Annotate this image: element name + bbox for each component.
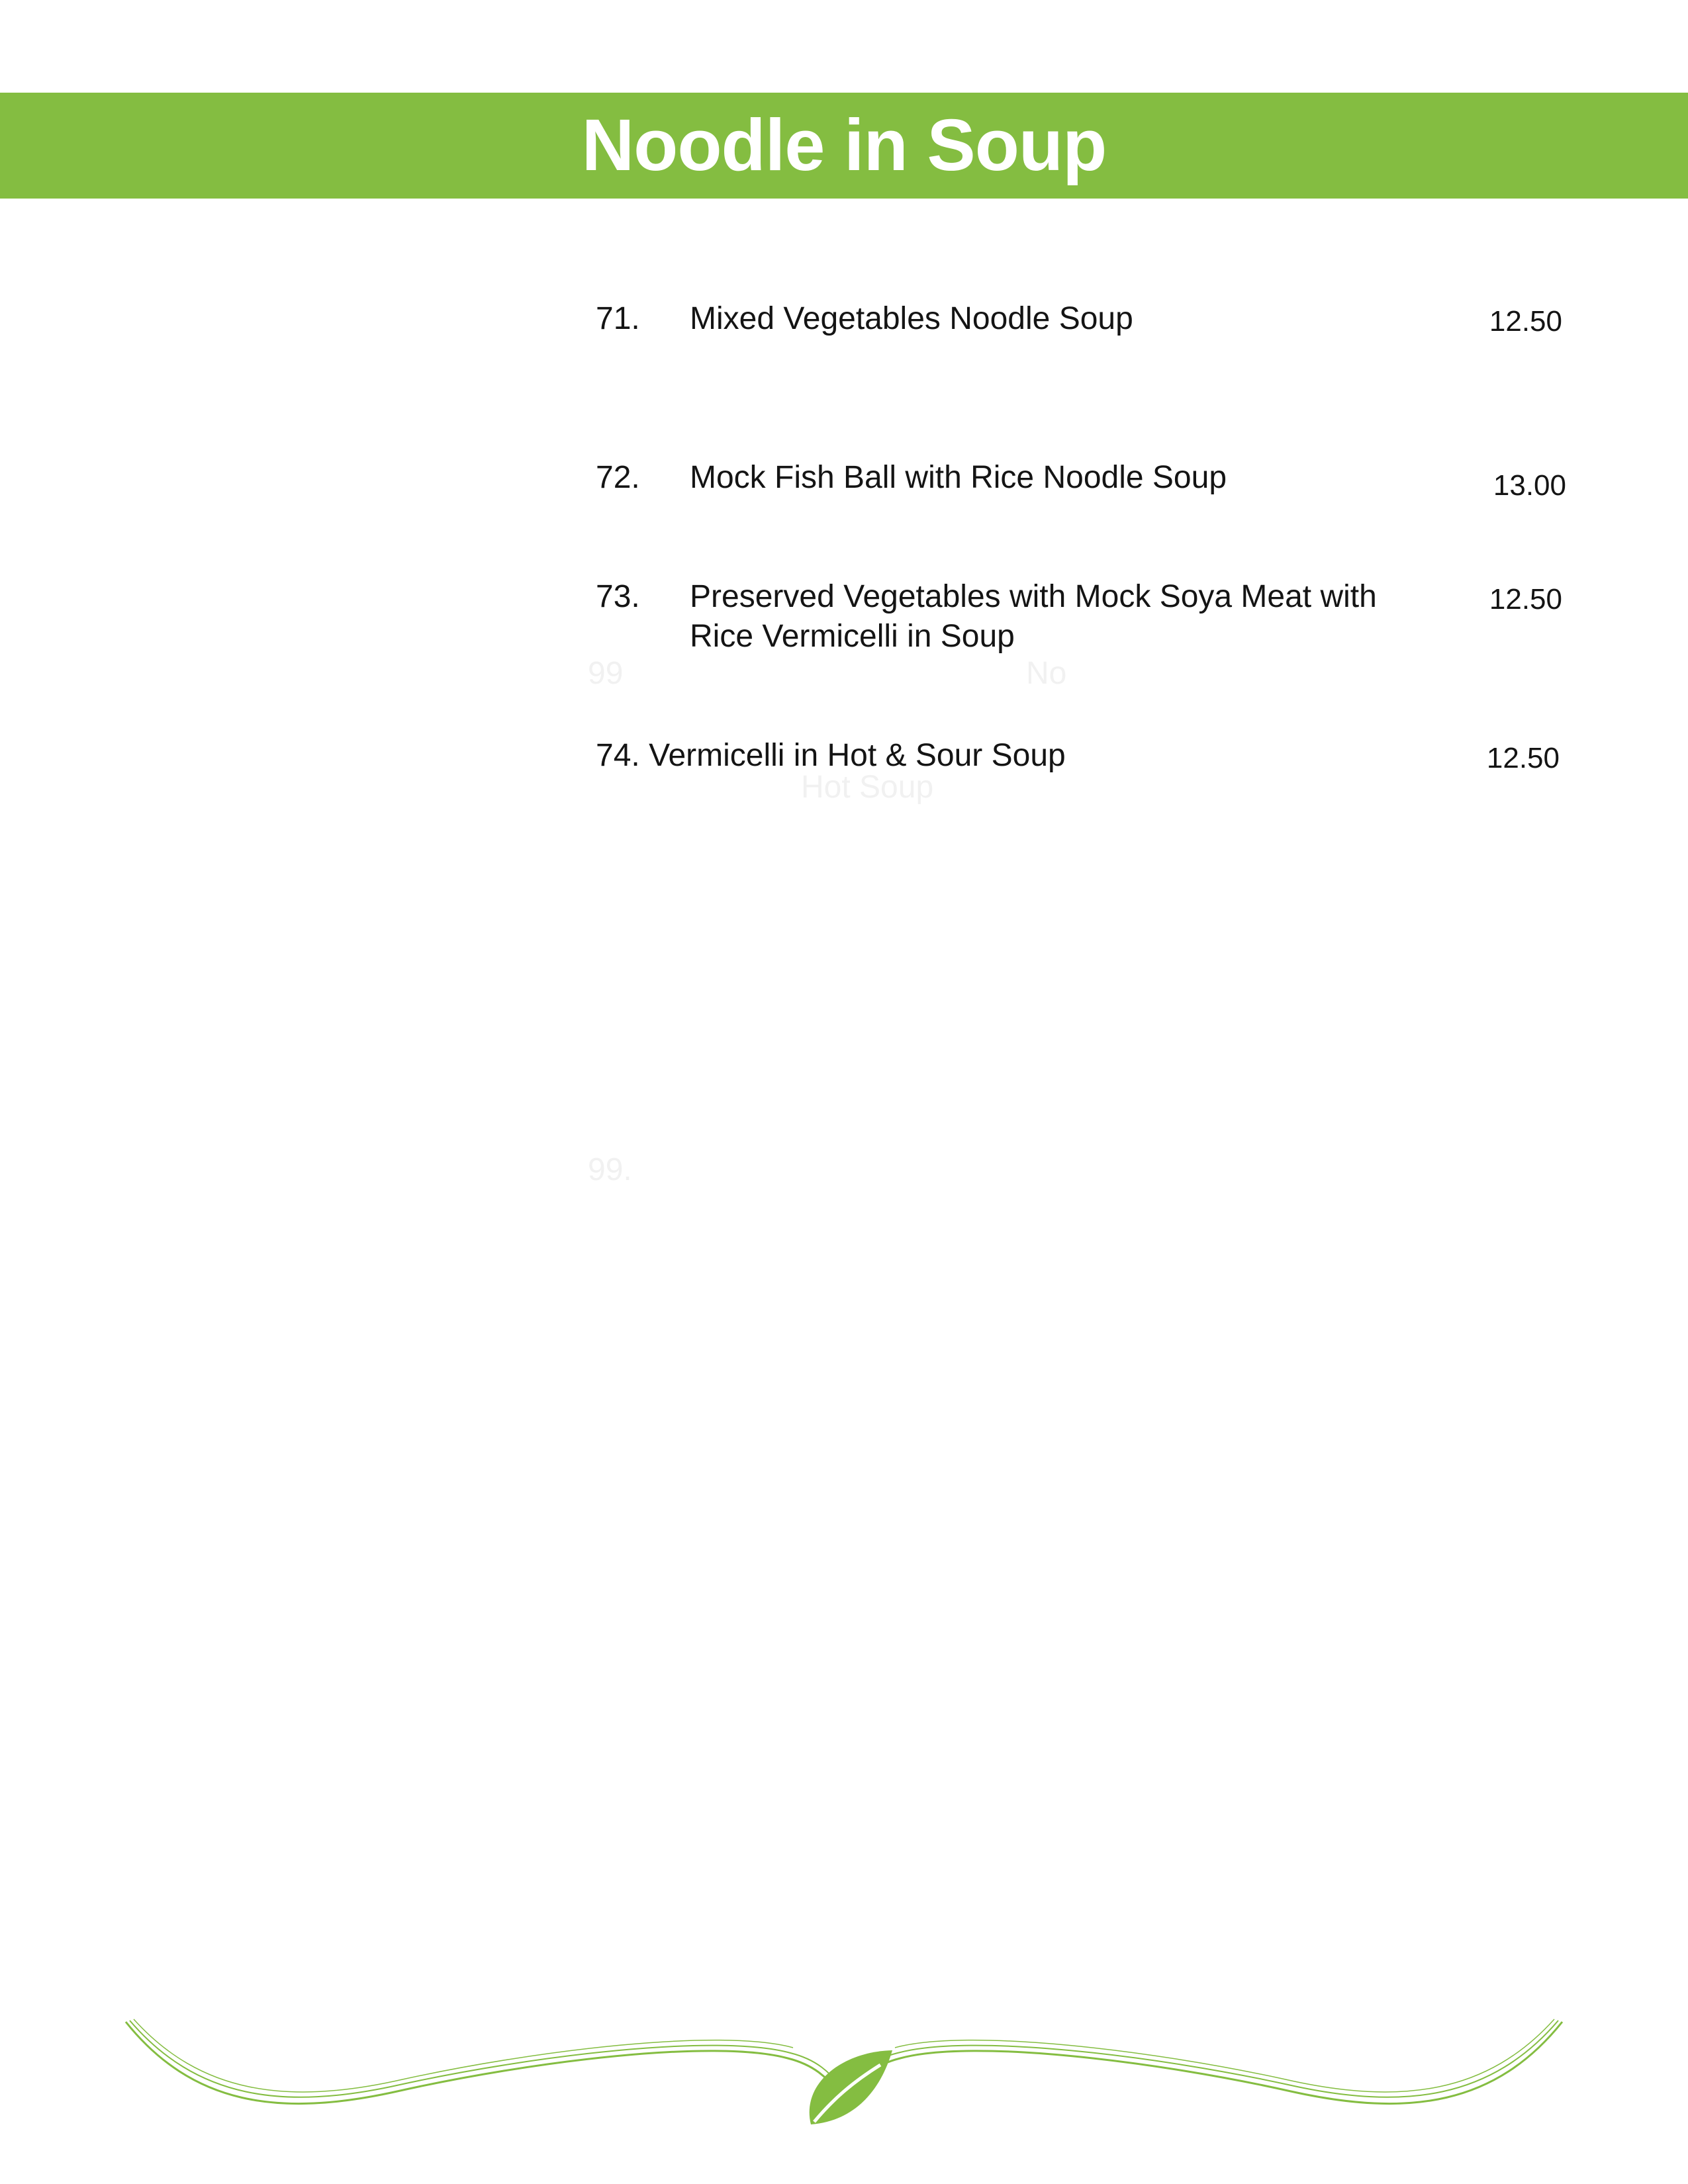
item-name: Vermicelli in Hot & Sour Soup — [649, 738, 1066, 773]
menu-item — [596, 736, 1575, 782]
item-number: 71. — [596, 301, 640, 336]
right-swash — [848, 2019, 1562, 2104]
ghost-mark: Hot Soup — [801, 770, 934, 805]
item-price: 12.50 — [1486, 742, 1560, 774]
item-price: 13.00 — [1493, 469, 1566, 502]
menu-item — [596, 458, 1575, 504]
item-number: 74. — [596, 738, 640, 773]
left-swash — [126, 2019, 840, 2104]
item-price: 12.50 — [1489, 305, 1562, 338]
ghost-mark: 99 — [588, 656, 624, 691]
ghost-mark: 99. — [588, 1152, 632, 1187]
item-number: 72. — [596, 460, 640, 495]
footer-ornament — [119, 1999, 1569, 2131]
item-name: Mock Fish Ball with Rice Noodle Soup — [690, 460, 1227, 495]
page-title: Noodle in Soup — [581, 105, 1107, 186]
ghost-mark: No — [1026, 656, 1067, 691]
header-bar — [0, 93, 1688, 199]
item-line — [596, 736, 1066, 776]
item-name-line: Rice Vermicelli in Soup — [690, 619, 1015, 654]
leaf-icon — [810, 2050, 892, 2124]
item-number: 73. — [596, 579, 640, 614]
item-price: 12.50 — [1489, 583, 1562, 615]
item-name — [690, 577, 1391, 657]
item-name-line: Preserved Vegetables with Mock Soya Meat with — [690, 579, 1377, 614]
item-name: Mixed Vegetables Noodle Soup — [690, 301, 1133, 336]
menu-item — [596, 299, 1575, 345]
menu-item — [596, 577, 1575, 663]
